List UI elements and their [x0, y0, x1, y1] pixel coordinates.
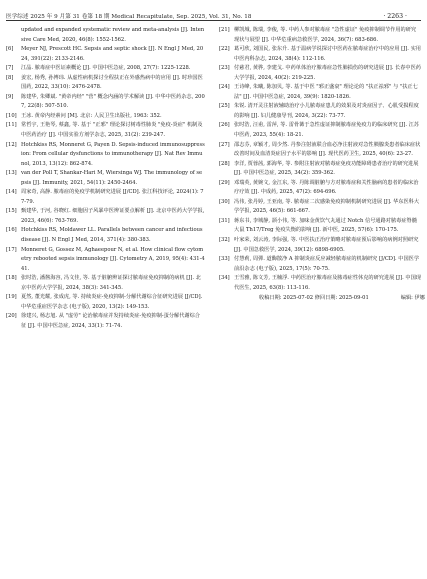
- reference-text: 陈建华, 朱卿斌. "黄帝内经" "营" 概念内涵的学术解读 [J]. 中华中医药杂志, 2007, 22(8): 507-510.: [21, 93, 205, 110]
- reference-number: [26]: [219, 122, 230, 129]
- reference-number: [27]: [219, 141, 230, 148]
- reference-text: 张时浩, 潘酱海容, 冯文佳, 等. 基于脏腑辨证探讨脓毒症免疫抑制的病机 [J]. 北京中医药大学学报, 2024, 38(3): 341-345.: [21, 275, 201, 291]
- reference-entry: [219, 26, 421, 45]
- reference-entry: [6, 274, 205, 293]
- reference-number: [20]: [6, 313, 17, 320]
- reference-entry: [219, 274, 421, 293]
- header-rule: [6, 20, 421, 21]
- reference-number: [15]: [6, 208, 17, 215]
- reference-text: 王冰. 黄帝内经素问 [M]. 北京: 人民卫生出版社, 1963: 352.: [21, 112, 162, 119]
- reference-entry: [219, 198, 421, 217]
- reference-number: [7]: [6, 65, 14, 72]
- reference-number: [19]: [6, 294, 17, 301]
- reference-entry: [219, 160, 421, 179]
- reference-text: 冯伟, 张丹婷, 王亚南, 等. 脓毒症二次感染免疫抑制机制研究进展 [J]. 华东医科大学学报, 2025, 46(5): 661-667.: [234, 198, 420, 215]
- reference-number: [24]: [219, 84, 230, 91]
- reference-text: 葛可欣, 刘国民, 张东升. 基于温病学说探讨中医药在脓毒症治疗中的应用 [J]. 实用中医内科杂志, 2024, 38(4): 112-116.: [234, 46, 421, 62]
- reference-number: [18]: [6, 275, 17, 282]
- reference-text: 付慧莉, 周彈. 道酶散净 A 抑制炎症反应减轻脓毒症的机制研究 [J/CD]. 中国医学前沿杂志 (电子版), 2025, 17(5): 70-75.: [234, 256, 420, 272]
- reference-text: 江晶. 脓毒症中医证素概论 [J]. 中国中医急症, 2008, 27(7): 1225-1228.: [21, 65, 191, 72]
- reference-text: updated and expanded systematic review and meta-analysis [J]. Intensive Care Med, 2020, 46(8): 1552-1562.: [21, 27, 205, 43]
- reference-text: 叶家荣, 刘云涛, 李际强, 等. 中医扶正治疗策略对脓毒症预后影响的病例对照研究 [J]. 中国急救医学, 2024, 39(12): 6898-6905.: [234, 237, 419, 253]
- reference-entry: [6, 64, 205, 74]
- reference-number: [11]: [6, 122, 17, 129]
- reference-entry: [219, 217, 421, 236]
- reference-entry: [219, 236, 421, 255]
- reference-number: [9]: [6, 93, 14, 100]
- reference-entry: [219, 64, 421, 83]
- reference-number: [8]: [6, 74, 14, 81]
- reference-entry: [6, 293, 205, 312]
- reference-text: 柳凯城, 陈瑞, 李俊, 等. 中药人参对脓毒症 "急性虚证" 免疫抑制调节作用的研究现状与展望 [J]. 中华危重病急救医学, 2024, 36(7): 683-686.: [234, 27, 417, 43]
- reference-entry: [6, 141, 205, 170]
- reference-text: 周家奇, 高静. 脓毒症的免疫学机制研究进展 [J/CD]. 张江科技评论, 2024(1): 77-79.: [21, 189, 204, 205]
- reference-entry: [219, 102, 421, 121]
- reference-text: 蒋东书, 李城静, 颉小伟, 等. 加味金黄饮气丸通过 Notch 信号通路对脓毒症脊髓大鼠 Th17/Treg 免疫失衡的影响 [J]. 新中医, 2025, 57(6): 170-175.: [234, 217, 417, 234]
- running-header: [6, 8, 421, 20]
- reference-entry: [6, 246, 205, 275]
- reference-text: 王雪雅, 陈文芳, 王楠浮. 中药医治疗脓毒症及脓毒症性休克的研究进展 [J]. 中国现代医生, 2025, 63(8): 113-116.: [234, 275, 421, 291]
- reference-text: 邓瑞英, 黄婉文, 金江东, 等. 丹陈调脏腑与方对脓毒症和关性脑病的患者的临床治疗疗效 [J]. 中成药, 2025, 47(2): 694-696.: [234, 179, 419, 196]
- reference-entry: [6, 93, 205, 112]
- reference-text: 姜宏, 杨秀, 孙博玮. 从虚性病机探讨全程扶正在外感热病中的应用 [J]. 时珍国医国药, 2022, 33(10): 2476-2478.: [21, 74, 203, 91]
- reference-number: [13]: [6, 170, 17, 177]
- dates-text: 收稿日期: 2025-07-02 修回日期: 2025-09-01: [259, 295, 369, 302]
- reference-text: Meyer NJ, Prescott HC. Sepsis and septic shock [J]. N Engl J Med, 2024, 391(22): 2133-2146.: [21, 46, 204, 62]
- page-number: · 2263 ·: [383, 13, 407, 20]
- reference-text: 常哲宇, 王艳琴, 蔡鑫, 等. 基于 "正邪" 理论探讨树毒性肺炎 "免疫-炎症" 机制及中医药治疗 [J]. 中国实验方剂学杂志, 2025, 31(2): 239-247.: [21, 122, 203, 139]
- reference-number: [28]: [219, 160, 230, 167]
- reference-number: [12]: [6, 141, 17, 148]
- received-revised-dates: [219, 294, 425, 304]
- reference-text: 徐建兴, 杨志旭. 从 "虚劳" 论治脓毒症并发持续炎症-免疫抑制-蛋分解代谢综合征 [J]. 中国中医急症, 2024, 33(1): 71-74.: [21, 313, 200, 329]
- reference-entry: [6, 121, 205, 140]
- reference-text: Monneret G, Gossez M, Aghaeepour N, et al. How clinical flow cytometry rebooted sepsis immunology [J]. Cytometry A, 2019, 95(4): 431-441.: [21, 246, 205, 272]
- reference-text: 张时浩, 汪甫, 雷萍, 等. 雷骨篝于急性虚证抑制脓毒症免疫力的临床研究 [J]. 江苏中医药, 2023, 55(4): 18-21.: [234, 122, 420, 139]
- reference-number: [29]: [219, 179, 230, 186]
- reference-entry: [219, 121, 421, 140]
- reference-text: 朱锐. 清开灵注射液辅助治疗小儿脓毒症患儿的效果及对炎症因子、心肌受损程度的影响 [J]. 妇儿健康导刊, 2024, 3(22): 73-77.: [234, 103, 419, 119]
- reference-number: [16]: [6, 227, 17, 234]
- reference-entry: [6, 169, 205, 188]
- reference-number: [21]: [219, 27, 230, 33]
- reference-text: Hotchkiss RS, Moldawer LL. Parallels between cancer and infectious disease [J]. N Engl J Med, 2014, 371(4): 380-383.: [21, 227, 203, 244]
- reference-number: [25]: [219, 103, 230, 110]
- reference-entry: [219, 179, 421, 198]
- reference-entry: [6, 226, 205, 245]
- reference-number: [10]: [6, 112, 17, 119]
- reference-text: 李洋, 贾蓉茜, 郭海华, 等. 参附注射液对脓毒症免疫功能障碍患者治疗的研究进展 [J]. 中国中医急症, 2025, 34(2): 359-362.: [234, 160, 419, 177]
- reference-text: 王诗峰, 朱曦, 陈加贝, 等. 基于中医 "邪正盛衰" 理论论的 "扶正祛邪" 与 "扶正七法" [J]. 中国中医急症, 2024, 39(9): 1820-1826.: [234, 84, 418, 100]
- reference-number: [31]: [219, 217, 230, 224]
- reference-text: Hotchkiss RS, Monneret G, Payen D. Sepsis-induced immunosuppression: From cellular dysfunctions to immunotherapy [J]. Nat Rev Immunol, 2013, 13(12): 862-874.: [21, 141, 205, 167]
- reference-number: [34]: [219, 275, 230, 282]
- reference-number: [14]: [6, 189, 17, 196]
- reference-text: van der Poll T, Shankar-Hari M, Wiersinga WJ. The immunology of sepsis [J]. Immunity, 2021, 54(11): 2450-2464.: [21, 170, 203, 186]
- reference-number: [32]: [219, 237, 230, 244]
- reference-entry: [219, 255, 421, 274]
- references-right-column: [219, 26, 425, 304]
- references-left-column: [6, 26, 205, 332]
- reference-entry: [219, 141, 421, 160]
- reference-number: [6]: [6, 46, 14, 53]
- reference-entry: [6, 74, 205, 93]
- reference-entry: [6, 312, 205, 331]
- reference-entry: [6, 26, 205, 45]
- reference-entry: [6, 188, 205, 207]
- reference-number: [30]: [219, 198, 230, 205]
- reference-entry: [6, 207, 205, 226]
- reference-entry: [6, 45, 205, 64]
- reference-text: 夏然, 董光耀, 张成虎, 等. 持续炎症-免疫抑制-分解代谢综合征研究进展 [J/CD]. 中华危重症医学杂志 (电子版), 2020, 13(2): 149-153.: [21, 294, 203, 310]
- editor-name: 编辑: 伊娜: [400, 295, 425, 302]
- reference-text: 甄建华, 于河, 谷晓红. 细胞因子风暴中医辨证要点解析 [J]. 北京中医药大学学报, 2023, 46(6): 763-769.: [21, 208, 205, 224]
- reference-entry: [219, 83, 421, 102]
- reference-text: 付慈君, 黄骅, 李建戈. 中药单体治疗脓毒症急性肺损伤的研究进展 [J]. 长春中医药大学学报, 2024, 40(2): 219-225.: [234, 65, 421, 81]
- reference-entry: [219, 45, 421, 64]
- reference-entry: [6, 112, 205, 122]
- reference-text: 邵志芬, 章颖才, 周少然. 丹参注射液联合血必净注射液对急性胰腺炎患者临床症状改善时间及血清炎症因子水平的影响 [J]. 现代医药卫生, 2025, 40(6): 23-27.: [234, 141, 421, 158]
- reference-number: [33]: [219, 256, 230, 263]
- journal-citation: 医学综述 2025 年 9 月第 31 卷第 18 期 Medical Recapitulate, Sep. 2025, Vol. 31, No. 18: [6, 14, 252, 20]
- reference-number: [23]: [219, 65, 230, 72]
- reference-number: [22]: [219, 46, 230, 53]
- reference-number: [17]: [6, 246, 17, 253]
